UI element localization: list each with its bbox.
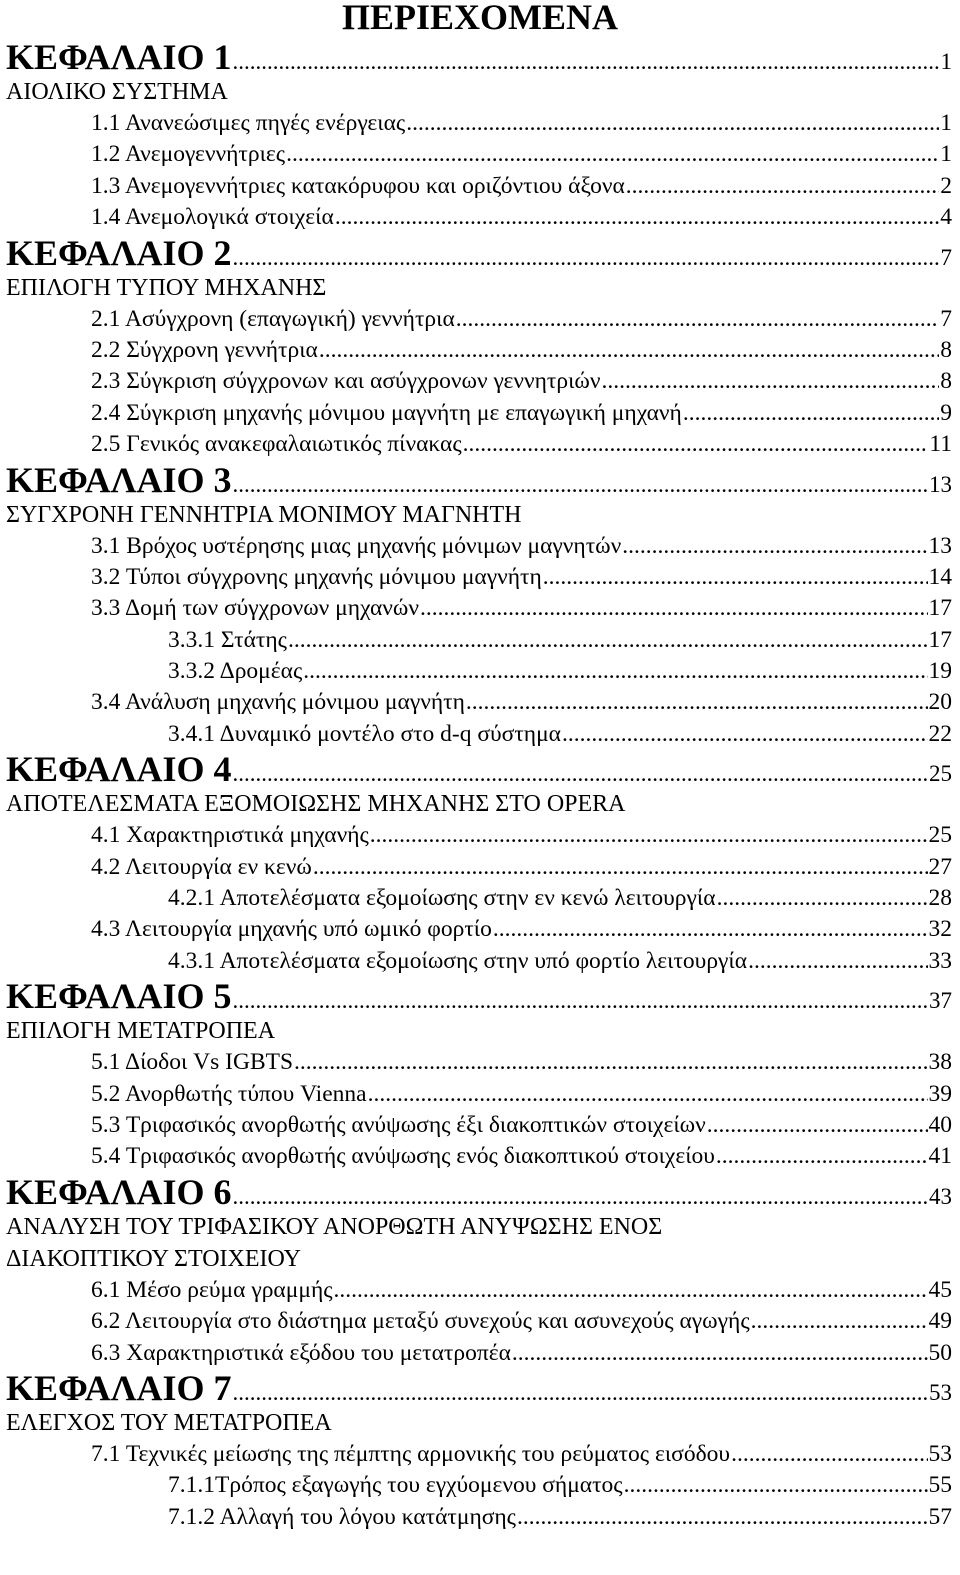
entry-title: 3.3.2 Δρομέας [168, 658, 303, 685]
toc-entry[interactable] [6, 1439, 952, 1470]
page-number: 37 [929, 988, 952, 1014]
toc-entry[interactable] [6, 429, 952, 460]
page-number: 22 [928, 720, 952, 747]
dot-leader [319, 335, 939, 366]
dot-leader [751, 1306, 928, 1337]
entry-title: 2.2 Σύγχρονη γεννήτρια [91, 336, 318, 363]
entry-title: 2.4 Σύγκριση μηχανής μόνιμου μαγνήτη με επαγωγική μηχανή [91, 399, 682, 426]
dot-leader [233, 982, 928, 1020]
entry-title: 7.1.2 Αλλαγή του λόγου κατάτμησης [168, 1503, 516, 1530]
toc-entry[interactable] [6, 1275, 952, 1306]
entry-title: 4.2.1 Αποτελέσματα εξομοίωσης στην εν κενώ λειτουργία [168, 885, 716, 912]
page-number: 1 [940, 49, 952, 74]
dot-leader [622, 531, 927, 562]
page-number: 8 [940, 336, 952, 363]
chapter-heading: ΚΕΦΑΛΑΙΟ 7 [6, 1367, 232, 1408]
dot-leader [335, 202, 939, 233]
toc-entry[interactable] [6, 202, 952, 233]
toc-entry[interactable] [6, 883, 952, 914]
dot-leader [313, 852, 928, 883]
page-number: 19 [928, 658, 952, 685]
dot-leader [233, 1374, 928, 1412]
page-number: 53 [928, 1440, 952, 1467]
toc-entry[interactable] [6, 687, 952, 718]
chapter-heading-row[interactable] [6, 234, 952, 272]
dot-leader [601, 366, 939, 397]
dot-leader [370, 820, 928, 851]
page-number: 20 [928, 689, 952, 716]
toc-entry[interactable] [6, 1470, 952, 1501]
page-number: 41 [928, 1143, 952, 1170]
chapter-subtitle: ΣΥΓΧΡΟΝΗ ΓΕΝΝΗΤΡΙΑ ΜΟΝΙΜΟΥ ΜΑΓΝΗΤΗ [6, 501, 522, 528]
toc-entry[interactable] [6, 593, 952, 624]
dot-leader [626, 171, 939, 202]
entry-title: 4.3.1 Αποτελέσματα εξομοίωσης στην υπό φορτίο λειτουργία [168, 947, 748, 974]
entry-title: 4.2 Λειτουργία εν κενώ [91, 853, 312, 880]
toc-entry[interactable] [6, 852, 952, 883]
chapter-heading: ΚΕΦΑΛΑΙΟ 6 [6, 1171, 232, 1212]
dot-leader [233, 43, 940, 81]
dot-leader [456, 304, 939, 335]
dot-leader [683, 398, 939, 429]
chapter-heading-row[interactable] [6, 461, 952, 499]
dot-leader [420, 593, 927, 624]
chapter-heading: ΚΕΦΑΛΑΙΟ 3 [6, 459, 232, 500]
chapter-heading-row[interactable] [6, 750, 952, 788]
entry-title: 2.1 Ασύγχρονη (επαγωγική) γεννήτρια [91, 305, 455, 332]
dot-leader [543, 562, 928, 593]
page-number: 49 [928, 1308, 952, 1335]
table-of-contents [6, 38, 952, 1533]
toc-entry[interactable] [6, 914, 952, 945]
toc-entry[interactable] [6, 171, 952, 202]
toc-entry[interactable] [6, 304, 952, 335]
dot-leader [466, 687, 928, 718]
page-number: 7 [940, 244, 952, 270]
page-number: 2 [940, 172, 952, 199]
page-number: 7 [940, 305, 952, 332]
page-number: 32 [928, 916, 952, 943]
toc-entry[interactable] [6, 562, 952, 593]
entry-title: 6.3 Χαρακτηριστικά εξόδου του μετατροπέα [91, 1339, 511, 1366]
entry-title: 3.4 Ανάλυση μηχανής μόνιμου μαγνήτη [91, 689, 465, 716]
page-number: 11 [929, 431, 952, 458]
toc-entry[interactable] [6, 946, 952, 977]
chapter-heading-row[interactable] [6, 38, 952, 76]
toc-entry[interactable] [6, 366, 952, 397]
page-number: 50 [928, 1339, 952, 1366]
toc-entry[interactable] [6, 335, 952, 366]
dot-leader [286, 139, 939, 170]
toc-entry[interactable] [6, 1110, 952, 1141]
chapter-heading-row[interactable] [6, 1173, 952, 1211]
page-number: 38 [928, 1049, 952, 1076]
dot-leader [716, 1141, 928, 1172]
page-number: 57 [928, 1503, 952, 1530]
entry-title: 5.3 Τριφασικός ανορθωτής ανύψωσης έξι διακοπτικών στοιχείων [91, 1111, 706, 1138]
entry-title: 1.1 Ανανεώσιμες πηγές ενέργειας [91, 110, 406, 136]
dot-leader [294, 1047, 927, 1078]
entry-title: 4.1 Χαρακτηριστικά μηχανής [91, 822, 369, 849]
entry-title: 1.3 Ανεμογεννήτριες κατακόρυφου και οριζόντιου άξονα [91, 172, 625, 199]
toc-entry[interactable] [6, 625, 952, 656]
toc-entry[interactable] [6, 398, 952, 429]
page-number: 13 [928, 532, 952, 559]
toc-entry[interactable] [6, 656, 952, 687]
chapter-subtitle: ΑΙΟΛΙΚΟ ΣΥΣΤΗΜΑ [6, 79, 228, 105]
toc-entry[interactable] [6, 1141, 952, 1172]
dot-leader [303, 656, 927, 687]
page-number: 27 [928, 853, 952, 880]
chapter-heading: ΚΕΦΑΛΑΙΟ 2 [6, 232, 232, 273]
entry-title: 5.2 Ανορθωτής τύπου Vienna [91, 1080, 367, 1107]
entry-title: 6.2 Λειτουργία στο διάστημα μεταξύ συνεχούς και ασυνεχούς αγωγής [91, 1308, 750, 1335]
entry-title: 3.4.1 Δυναμικό μοντέλο στο d-q σύστημα [168, 720, 561, 747]
page-number: 4 [940, 204, 952, 231]
chapter-heading-row[interactable] [6, 1369, 952, 1407]
dot-leader [707, 1110, 928, 1141]
chapter-heading-row[interactable] [6, 977, 952, 1015]
dot-leader [517, 1502, 928, 1533]
page-number: 28 [928, 885, 952, 912]
page-number: 40 [928, 1111, 952, 1138]
entry-title: 7.1 Τεχνικές μείωσης της πέμπτης αρμονικής του ρεύματος εισόδου [91, 1440, 731, 1467]
dot-leader [717, 883, 928, 914]
dot-leader [562, 719, 928, 750]
page-number: 25 [929, 761, 952, 787]
entry-title: 5.4 Τριφασικός ανορθωτής ανύψωσης ενός διακοπτικού στοιχείου [91, 1143, 715, 1170]
entry-title: 7.1.1Τρόπος εξαγωγής του εγχύομενου σήματος [168, 1472, 623, 1499]
dot-leader [288, 625, 928, 656]
toc-entry[interactable] [6, 820, 952, 851]
entry-title: 1.4 Ανεμολογικά στοιχεία [91, 204, 334, 231]
dot-leader [731, 1439, 927, 1470]
toc-entry[interactable] [6, 719, 952, 750]
chapter-subtitle: ΔΙΑΚΟΠΤΙΚΟΥ ΣΤΟΙΧΕΙΟΥ [6, 1245, 301, 1272]
chapter-heading: ΚΕΦΑΛΑΙΟ 4 [6, 749, 232, 790]
toc-entry[interactable] [6, 1306, 952, 1337]
entry-title: 6.1 Μέσο ρεύμα γραμμής [91, 1276, 333, 1303]
page-number: 53 [929, 1379, 952, 1405]
dot-leader [493, 914, 928, 945]
toc-entry[interactable] [6, 1047, 952, 1078]
page-number: 39 [928, 1080, 952, 1107]
entry-title: 2.5 Γενικός ανακεφαλαιωτικός πίνακας [91, 431, 462, 458]
toc-entry[interactable] [6, 1502, 952, 1533]
chapter-heading: ΚΕΦΑΛΑΙΟ 5 [6, 976, 232, 1017]
page-number: 33 [928, 947, 952, 974]
chapter-subtitle: ΕΛΕΓΧΟΣ ΤΟΥ ΜΕΤΑΤΡΟΠΕΑ [6, 1409, 332, 1436]
page-number: 8 [940, 368, 952, 395]
page-number: 17 [928, 595, 952, 622]
entry-title: 3.1 Βρόχος υστέρησης μιας μηχανής μόνιμων μαγνητών [91, 532, 622, 559]
page-number: 45 [928, 1276, 952, 1303]
page-number: 13 [929, 471, 952, 497]
chapter-heading: ΚΕΦΑΛΑΙΟ 1 [6, 37, 232, 77]
page-number: 14 [928, 563, 952, 590]
entry-title: 3.3.1 Στάτης [168, 626, 287, 653]
toc-entry[interactable] [6, 1079, 952, 1110]
entry-title: 4.3 Λειτουργία μηχανής υπό ωμικό φορτίο [91, 916, 492, 943]
dot-leader [463, 429, 929, 460]
dot-leader [748, 946, 927, 977]
chapter-subtitle: ΑΝΑΛΥΣΗ ΤΟΥ ΤΡΙΦΑΣΙΚΟΥ ΑΝΟΡΘΩΤΗ ΑΝΥΨΩΣΗΣ ΕΝΟΣ [6, 1213, 663, 1240]
toc-entry[interactable] [6, 139, 952, 170]
dot-leader [512, 1338, 928, 1369]
dot-leader [406, 108, 939, 139]
entry-title: 3.2 Τύποι σύγχρονης μηχανής μόνιμου μαγνήτη [91, 563, 542, 590]
page-number: 1 [940, 141, 952, 168]
toc-entry[interactable] [6, 108, 952, 139]
page-number: 55 [928, 1472, 952, 1499]
entry-title: 5.1 Δίοδοι Vs IGBTS [91, 1049, 294, 1076]
page-number: 17 [928, 626, 952, 653]
page-number: 9 [940, 399, 952, 426]
toc-entry[interactable] [6, 531, 952, 562]
page-number: 43 [929, 1183, 952, 1209]
dot-leader [334, 1275, 928, 1306]
chapter-subtitle: ΕΠΙΛΟΓΗ ΤΥΠΟΥ ΜΗΧΑΝΗΣ [6, 274, 327, 301]
toc-entry[interactable] [6, 1338, 952, 1369]
dot-leader [368, 1079, 928, 1110]
dot-leader [624, 1470, 928, 1501]
page-number: 25 [928, 822, 952, 849]
dot-leader [233, 239, 940, 277]
page-number: 1 [940, 110, 952, 136]
chapter-subtitle: ΑΠΟΤΕΛΕΣΜΑΤΑ ΕΞΟΜΟΙΩΣΗΣ ΜΗΧΑΝΗΣ ΣΤΟ OPERA [6, 791, 626, 818]
entry-title: 3.3 Δομή των σύγχρονων μηχανών [91, 595, 420, 622]
entry-title: 1.2 Ανεμογεννήτριες [91, 141, 286, 168]
page-title: ΠΕΡΙΕΧΟΜΕΝΑ [341, 0, 618, 37]
entry-title: 2.3 Σύγκριση σύγχρονων και ασύγχρονων γεννητριών [91, 368, 601, 395]
chapter-subtitle: ΕΠΙΛΟΓΗ ΜΕΤΑΤΡΟΠΕΑ [6, 1018, 276, 1045]
